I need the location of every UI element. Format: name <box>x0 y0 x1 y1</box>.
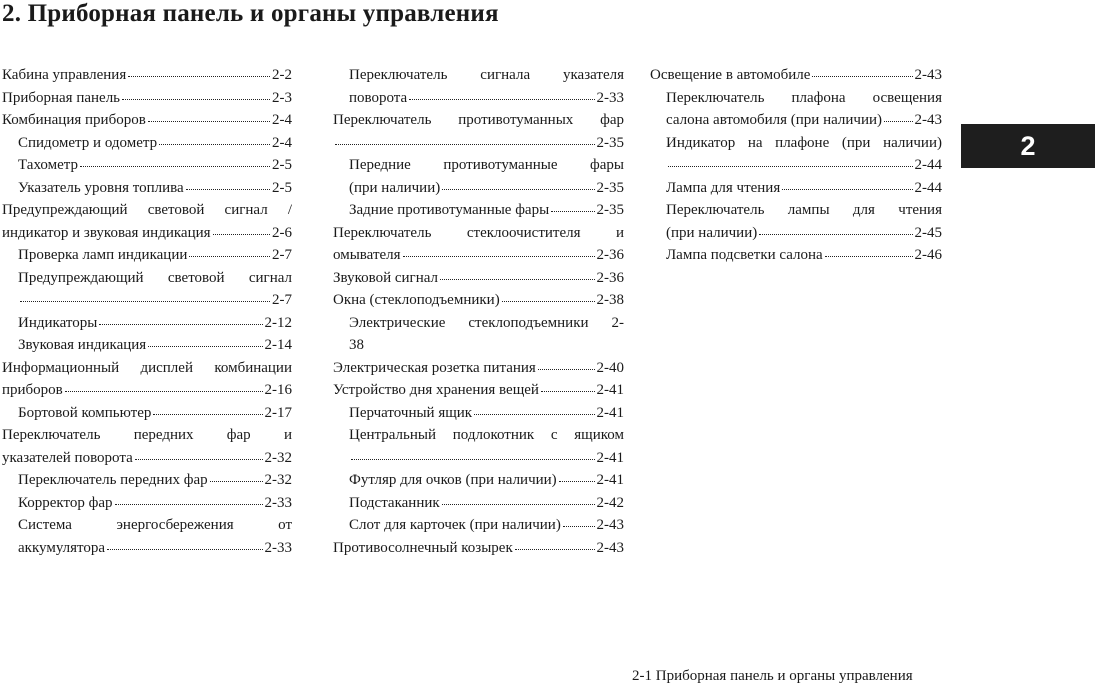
toc-entry-line <box>18 177 292 200</box>
toc-entry-label: Перчаточный ящик <box>349 404 473 421</box>
toc-entry-label: (при наличии) <box>666 224 758 241</box>
dot-leader <box>128 76 270 77</box>
dot-leader <box>668 166 913 167</box>
dot-leader <box>115 504 263 505</box>
dot-leader <box>99 324 262 325</box>
toc-entry-label: Устройство дня хранения вещей <box>333 382 539 398</box>
toc-page-number: 2-32 <box>264 472 292 488</box>
toc-entry-text: Информационный дисплей комбинации <box>2 359 292 376</box>
toc-entry-line <box>349 199 624 222</box>
dot-leader <box>409 99 594 100</box>
toc-entry[interactable] <box>333 469 624 492</box>
toc-column-1 <box>2 64 292 559</box>
toc-entry[interactable] <box>333 379 624 402</box>
toc-entry[interactable] <box>2 312 292 335</box>
toc-entry-text: Индикатор на плафоне (при наличии) <box>666 134 942 151</box>
toc-entry-line <box>333 357 624 380</box>
toc-entry[interactable] <box>333 199 624 222</box>
toc-entry-line <box>18 132 292 155</box>
toc-page-number: 2-40 <box>596 359 624 376</box>
toc-page-number: 2-33 <box>264 494 292 511</box>
dot-leader <box>153 414 262 415</box>
toc-entry-label: указателей поворота <box>2 449 133 466</box>
toc-page-number: 2-46 <box>914 247 942 263</box>
toc-entry-label: поворота <box>349 89 408 106</box>
toc-entry-label: Кабина управления <box>2 67 127 83</box>
toc-entry-label: Противосолнечный козырек <box>333 539 513 556</box>
toc-entry[interactable] <box>2 154 292 177</box>
toc-entry-line <box>666 109 942 132</box>
toc-entry-line <box>18 492 292 515</box>
dot-leader <box>515 549 595 550</box>
toc-page-number: 2-5 <box>272 179 292 196</box>
toc-entry[interactable] <box>2 514 292 559</box>
toc-entry-label: Комбинация приборов <box>2 112 146 128</box>
toc-entry-label: Спидометр и одометр <box>18 134 158 151</box>
dot-leader <box>148 346 262 347</box>
dot-leader <box>563 526 595 527</box>
toc-page-number: 2-2 <box>272 67 292 83</box>
toc-entry-line <box>18 154 292 177</box>
toc-entry-line <box>333 244 624 267</box>
toc-entry-label: Тахометр <box>18 157 78 173</box>
toc-entry-line <box>2 222 292 245</box>
toc-page-number: 2-38 <box>596 292 624 308</box>
toc-entry[interactable] <box>333 402 624 425</box>
toc-entry-label: омывателя <box>333 247 401 263</box>
toc-entry-line <box>349 514 624 537</box>
toc-entry-line <box>18 244 292 267</box>
toc-entry-line <box>2 379 292 402</box>
toc-entry-label: Звуковой сигнал <box>333 269 439 286</box>
toc-column-3 <box>650 64 942 267</box>
toc-entry[interactable] <box>333 154 624 199</box>
dot-leader <box>148 121 270 122</box>
toc-entry-text: Электрические стеклоподъемники 2- <box>349 314 624 331</box>
toc-entry-label: Футляр для очков (при наличии) <box>349 472 557 488</box>
toc-entry-line <box>333 267 624 290</box>
toc-entry[interactable] <box>2 64 292 87</box>
toc-entry-line <box>650 64 942 87</box>
toc-entry[interactable] <box>2 177 292 200</box>
toc-entry-line <box>333 537 624 560</box>
toc-entry[interactable] <box>2 469 292 492</box>
dot-leader <box>559 481 595 482</box>
toc-entry-label: 38 <box>349 337 364 353</box>
toc-entry-line <box>349 469 624 492</box>
toc-page-number: 2-17 <box>264 404 292 421</box>
toc-entry-label: приборов <box>2 382 63 398</box>
toc-entry-label: индикатор и звуковая индикация <box>2 224 211 241</box>
toc-entry-line <box>349 492 624 515</box>
toc-entry-label: Электрическая розетка питания <box>333 359 536 376</box>
toc-page-number: 2-43 <box>596 517 624 533</box>
dot-leader <box>440 279 594 280</box>
page-title: 2. Приборная панель и органы управления <box>2 0 499 27</box>
toc-entry[interactable] <box>2 334 292 357</box>
toc-page-number: 2-44 <box>914 179 942 196</box>
toc-entry-label: Проверка ламп индикации <box>18 247 188 263</box>
dot-leader <box>213 234 270 235</box>
toc-entry[interactable] <box>650 87 942 132</box>
page-footer: 2-1 Приборная панель и органы управления <box>632 668 913 684</box>
chapter-tab[interactable]: 2 <box>961 124 1095 168</box>
toc-entry[interactable] <box>650 199 942 244</box>
dot-leader <box>474 414 594 415</box>
dot-leader <box>122 99 270 100</box>
toc-page-number: 2-43 <box>596 539 624 556</box>
toc-page-number: 2-14 <box>264 337 292 353</box>
toc-entry-text: Переключатель сигнала указателя <box>349 67 624 83</box>
toc-entry-line <box>333 289 624 312</box>
toc-entry[interactable] <box>2 109 292 132</box>
toc-entry[interactable] <box>2 132 292 155</box>
dot-leader <box>65 391 263 392</box>
toc-entry[interactable] <box>333 289 624 312</box>
toc-entry[interactable] <box>333 357 624 380</box>
toc-entry-line <box>18 334 292 357</box>
toc-page-number: 2-6 <box>272 224 292 241</box>
dot-leader <box>442 189 594 190</box>
toc-entry-text: Система энергосбережения от <box>18 517 292 533</box>
toc-entry-text: Переключатель плафона освещения <box>666 89 942 106</box>
dot-leader <box>884 121 913 122</box>
toc-entry-label: Бортовой компьютер <box>18 404 152 421</box>
toc-entry-line <box>349 87 624 110</box>
toc-entry-line <box>18 312 292 335</box>
toc-page-number: 2-43 <box>914 112 942 128</box>
toc-entry-label: аккумулятора <box>18 539 106 556</box>
dot-leader <box>782 189 912 190</box>
toc-entry-line <box>18 289 292 312</box>
toc-entry-text: Предупреждающий световой сигнал <box>18 269 292 286</box>
toc-entry-label: Звуковая индикация <box>18 337 147 353</box>
toc-entry[interactable] <box>2 244 292 267</box>
toc-entry-label: Задние противотуманные фары <box>349 202 550 218</box>
toc-page-number: 2-41 <box>596 404 624 421</box>
toc-entry-label: Индикаторы <box>18 314 98 331</box>
toc-entry-line <box>666 244 942 267</box>
toc-page-number: 2-4 <box>272 112 292 128</box>
toc-entry-line <box>2 109 292 132</box>
toc-entry-line <box>333 379 624 402</box>
toc-entry[interactable] <box>333 109 624 154</box>
toc-entry-line <box>333 132 624 155</box>
toc-page-number: 2-5 <box>272 157 292 173</box>
toc-entry-text: Переключатель противотуманных фар <box>333 112 624 128</box>
toc-page-number: 2-33 <box>264 539 292 556</box>
toc-entry-text: Предупреждающий световой сигнал / <box>2 202 292 218</box>
dot-leader <box>812 76 912 77</box>
toc-entry[interactable] <box>650 177 942 200</box>
toc-entry[interactable] <box>333 64 624 109</box>
toc-entry-line <box>18 469 292 492</box>
toc-entry-text: Передние противотуманные фары <box>349 157 624 173</box>
dot-leader <box>210 481 263 482</box>
dot-leader <box>335 144 595 145</box>
dot-leader <box>759 234 912 235</box>
dot-leader <box>20 301 270 302</box>
dot-leader <box>541 391 595 392</box>
toc-page-number: 2-41 <box>596 449 624 466</box>
dot-leader <box>825 256 913 257</box>
toc-entry-text: Центральный подлокотник с ящиком <box>349 427 624 443</box>
toc-entry-line <box>2 87 292 110</box>
toc-entry[interactable] <box>2 402 292 425</box>
toc-entry-label: Окна (стеклоподъемники) <box>333 292 500 308</box>
toc-entry-label: (при наличии) <box>349 179 441 196</box>
toc-entry[interactable] <box>333 222 624 267</box>
toc-page-number: 2-33 <box>596 89 624 106</box>
dot-leader <box>135 459 263 460</box>
toc-page-number: 2-42 <box>596 494 624 511</box>
toc-entry-label: Корректор фар <box>18 494 113 511</box>
dot-leader <box>159 144 270 145</box>
toc-page-number: 2-45 <box>914 224 942 241</box>
toc-entry-text: Переключатель стеклоочистителя и <box>333 224 624 241</box>
toc-page-number: 2-16 <box>264 382 292 398</box>
toc-entry[interactable] <box>333 312 624 357</box>
toc-entry[interactable] <box>2 199 292 244</box>
toc-entry-line <box>666 154 942 177</box>
toc-entry[interactable] <box>333 424 624 469</box>
toc-entry-label: Подстаканник <box>349 494 440 511</box>
toc-page-number: 2-7 <box>272 247 292 263</box>
toc-page-number: 2-36 <box>596 247 624 263</box>
dot-leader <box>189 256 270 257</box>
toc-entry[interactable] <box>650 64 942 87</box>
toc-entry-label: Переключатель передних фар <box>18 472 208 488</box>
toc-entry-text: Переключатель лампы для чтения <box>666 202 942 218</box>
dot-leader <box>538 369 595 370</box>
toc-entry-line <box>666 222 942 245</box>
toc-page-number: 2-4 <box>272 134 292 151</box>
toc-entry-line <box>18 402 292 425</box>
toc-page-number: 2-32 <box>264 449 292 466</box>
toc-page-number: 2-41 <box>596 382 624 398</box>
toc-entry-line <box>2 447 292 470</box>
toc-page-number: 2-41 <box>596 472 624 488</box>
toc-page-number: 2-12 <box>264 314 292 331</box>
toc-entry[interactable] <box>333 492 624 515</box>
toc-entry[interactable] <box>650 132 942 177</box>
toc-page-number: 2-3 <box>272 89 292 106</box>
toc-entry-line <box>349 334 624 357</box>
toc-entry-label: Слот для карточек (при наличии) <box>349 517 561 533</box>
dot-leader <box>442 504 595 505</box>
toc-entry-label: Лампа для чтения <box>666 179 781 196</box>
toc-entry[interactable] <box>2 357 292 402</box>
toc-entry[interactable] <box>333 514 624 537</box>
toc-page-number: 2-35 <box>596 134 624 151</box>
dot-leader <box>551 211 594 212</box>
dot-leader <box>80 166 270 167</box>
toc-entry-label: Приборная панель <box>2 89 121 106</box>
toc-entry[interactable] <box>333 537 624 560</box>
toc-entry-line <box>666 177 942 200</box>
toc-entry-label: Указатель уровня топлива <box>18 179 184 196</box>
dot-leader <box>403 256 595 257</box>
toc-page-number: 2-43 <box>914 67 942 83</box>
dot-leader <box>502 301 595 302</box>
toc-entry[interactable] <box>2 267 292 312</box>
toc-entry[interactable] <box>650 244 942 267</box>
toc-entry[interactable] <box>2 424 292 469</box>
toc-entry-line <box>349 447 624 470</box>
dot-leader <box>351 459 595 460</box>
toc-entry-line <box>2 64 292 87</box>
toc-entry[interactable] <box>2 492 292 515</box>
toc-entry-label: Лампа подсветки салона <box>666 247 823 263</box>
toc-page-number: 2-36 <box>596 269 624 286</box>
toc-column-2 <box>333 64 624 559</box>
toc-entry-line <box>18 537 292 560</box>
toc-page-number: 2-35 <box>596 179 624 196</box>
toc-page-number: 2-7 <box>272 292 292 308</box>
dot-leader <box>186 189 270 190</box>
toc-page-number: 2-44 <box>914 157 942 173</box>
dot-leader <box>107 549 262 550</box>
toc-entry-line <box>349 402 624 425</box>
toc-entry-label: Освещение в автомобиле <box>650 67 811 83</box>
toc-page-number: 2-35 <box>596 202 624 218</box>
toc-entry-line <box>349 177 624 200</box>
toc-entry-label: салона автомобиля (при наличии) <box>666 112 882 128</box>
toc-entry-text: Переключатель передних фар и <box>2 427 292 443</box>
toc-entry[interactable] <box>2 87 292 110</box>
toc-entry[interactable] <box>333 267 624 290</box>
